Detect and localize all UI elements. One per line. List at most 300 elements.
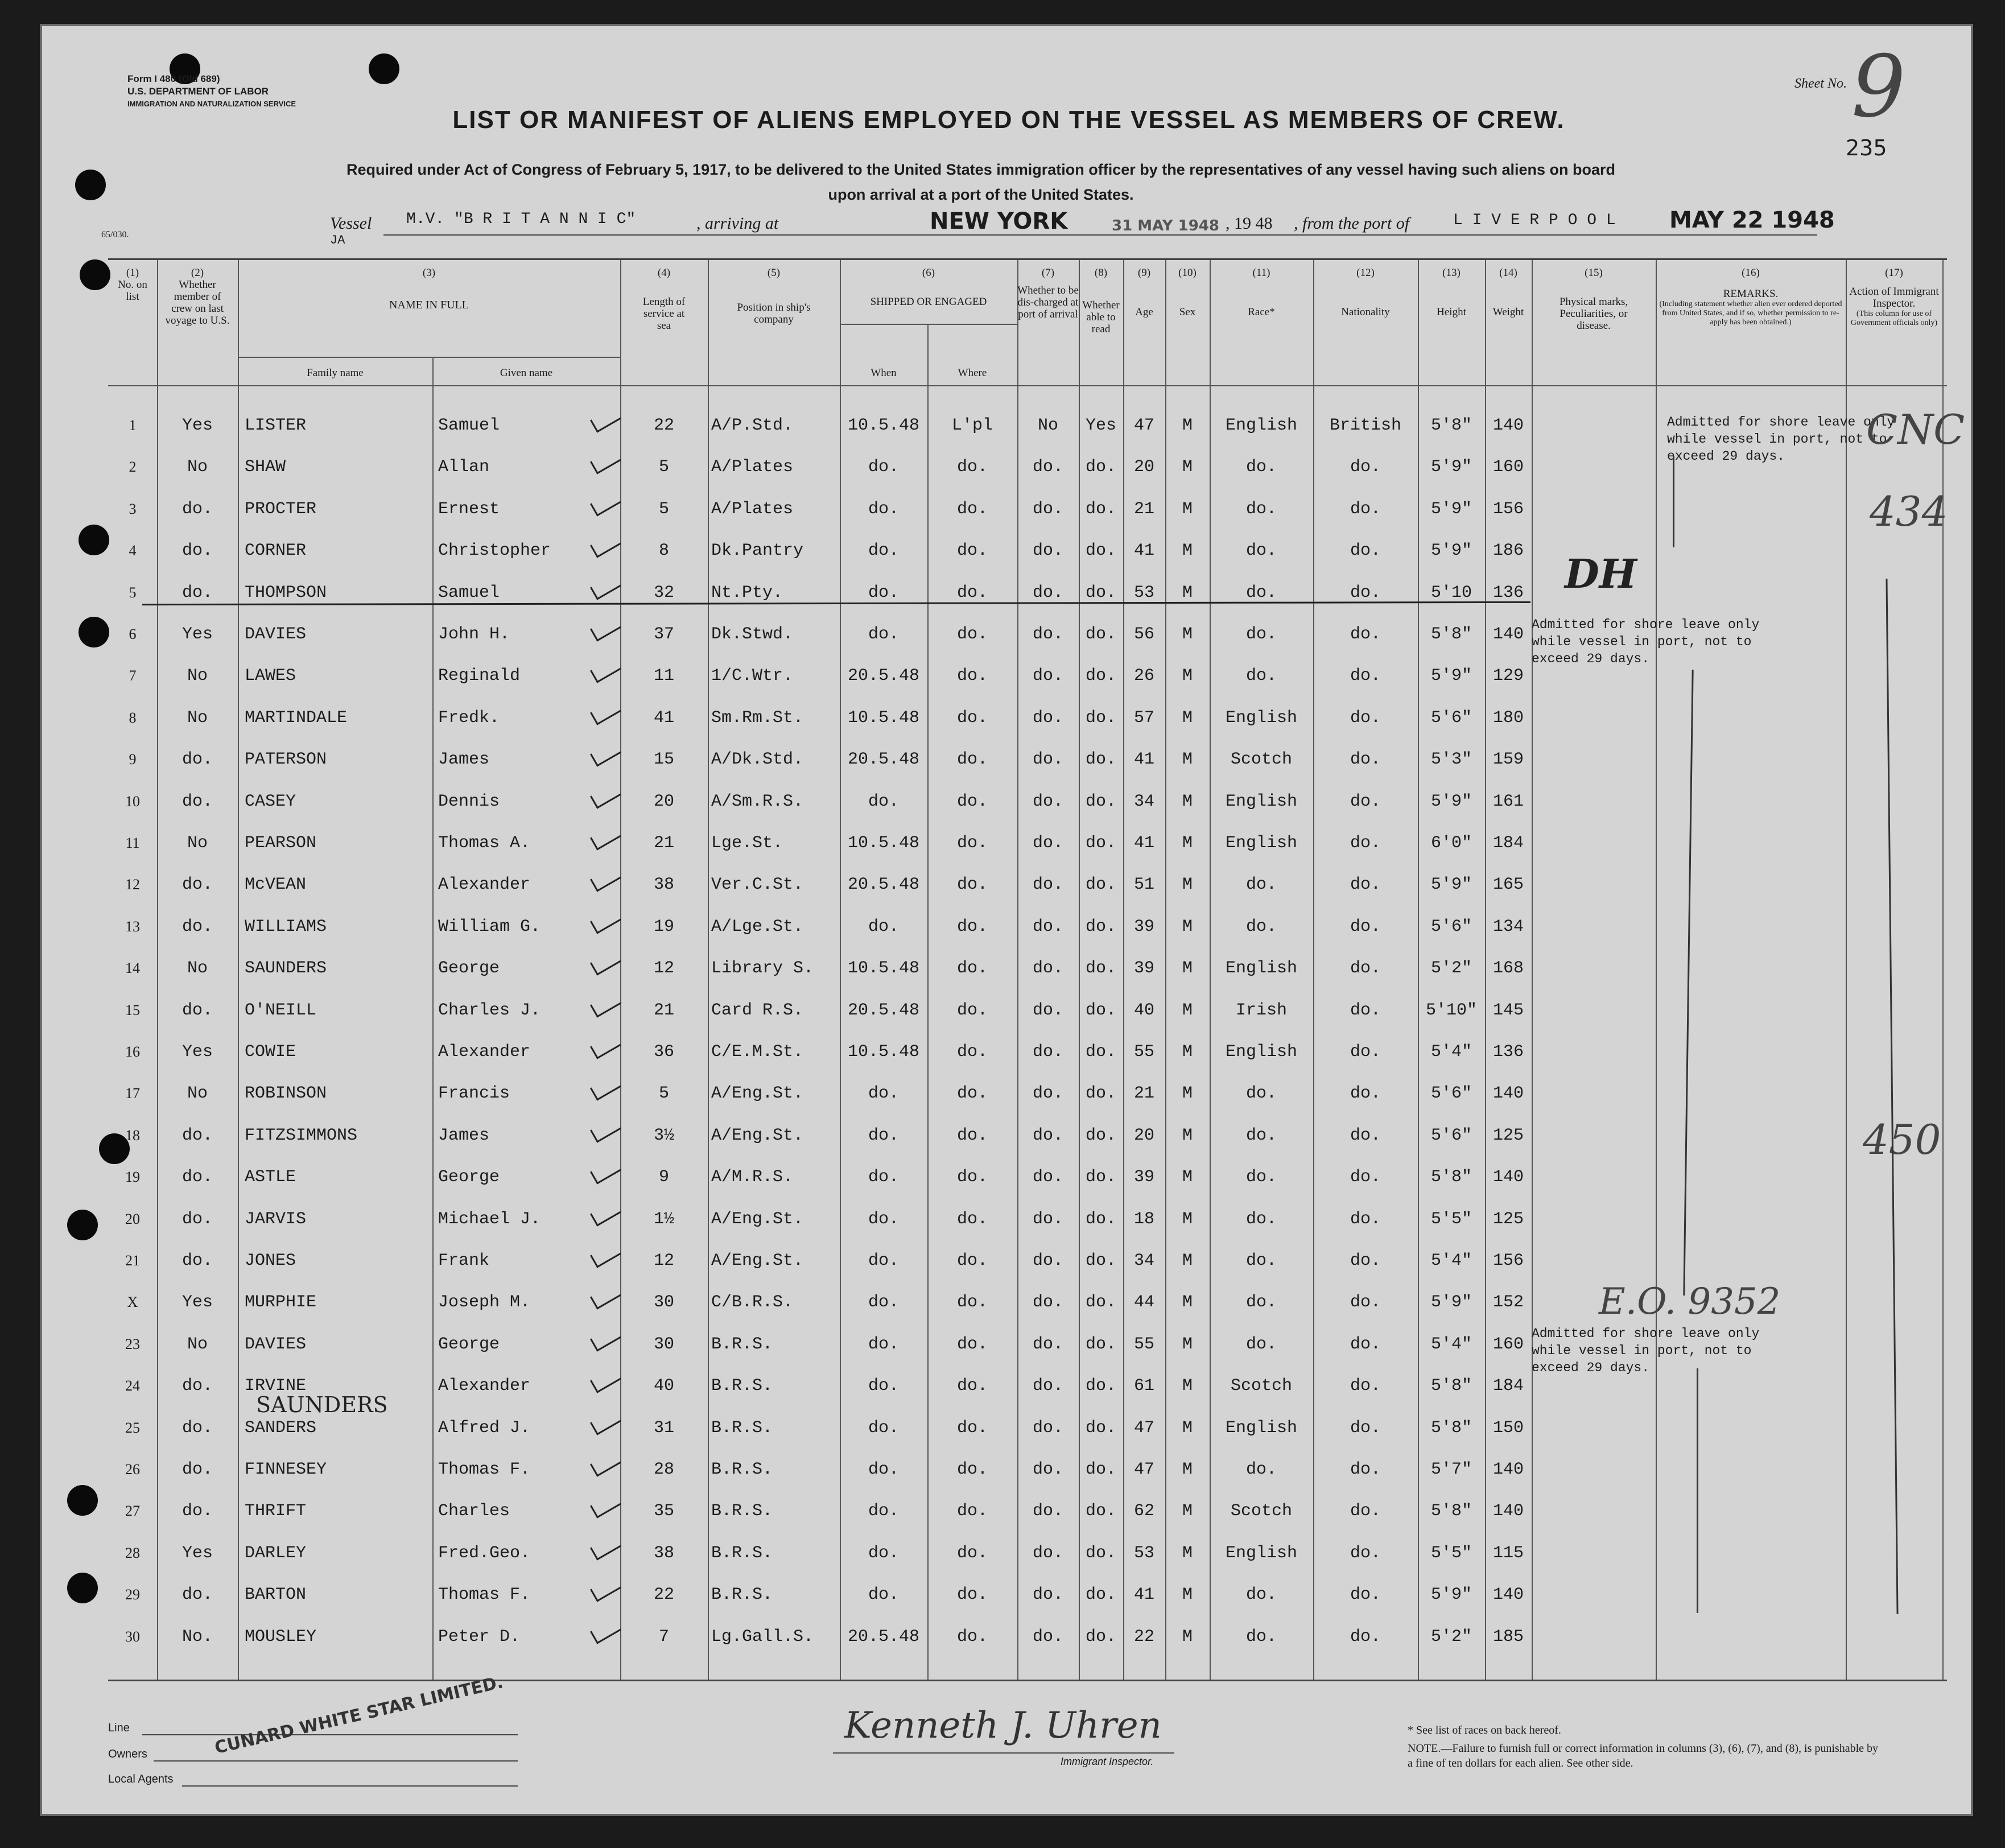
cell-age: 41 xyxy=(1133,541,1154,560)
cell-when: do. xyxy=(868,1460,899,1479)
cell-height: 5'8" xyxy=(1430,625,1472,644)
cell-when: 20.5.48 xyxy=(847,666,920,686)
cell-read: do. xyxy=(1085,1168,1116,1187)
cell-age: 62 xyxy=(1133,1502,1154,1521)
cell-age: 41 xyxy=(1133,1585,1154,1604)
cell-sex: M xyxy=(1182,500,1193,519)
cell-sex: M xyxy=(1182,708,1193,728)
cell-when: do. xyxy=(868,541,899,560)
cell-disch: do. xyxy=(1032,1042,1063,1062)
cell-prev: do. xyxy=(181,792,213,811)
cell-position: Nt.Pty. xyxy=(711,583,783,603)
cell-sex: M xyxy=(1182,457,1193,477)
cell-service: 41 xyxy=(653,708,674,728)
cell-nat: do. xyxy=(1350,457,1381,477)
cell-read: do. xyxy=(1085,457,1116,477)
cell-height: 6'0" xyxy=(1430,834,1472,853)
cell-no: 11 xyxy=(125,835,140,851)
cell-disch: do. xyxy=(1032,1502,1063,1521)
cell-nat: do. xyxy=(1350,875,1381,894)
cell-sex: M xyxy=(1182,1293,1193,1312)
cell-where: do. xyxy=(956,1502,988,1521)
cell-when: 10.5.48 xyxy=(847,959,920,978)
punch-hole xyxy=(67,1573,98,1603)
cell-sex: M xyxy=(1182,1251,1193,1270)
cell-no: 18 xyxy=(125,1127,140,1144)
cell-service: 37 xyxy=(653,625,674,644)
cell-height: 5'9" xyxy=(1430,1585,1472,1604)
cell-when: do. xyxy=(868,1168,899,1187)
cell-race: Scotch xyxy=(1230,1502,1293,1521)
cell-family: O'NEILL xyxy=(245,1001,317,1020)
cell-family: DAVIES xyxy=(245,1335,307,1354)
cell-position: Ver.C.St. xyxy=(711,875,804,894)
cell-disch: do. xyxy=(1032,457,1063,477)
cell-no: 24 xyxy=(125,1377,140,1394)
remark-block-2: Admitted for shore leave only while vessel in port, not to exceed 29 days. xyxy=(1532,617,1760,666)
cell-nat: do. xyxy=(1350,1418,1381,1438)
cell-disch: No xyxy=(1037,416,1058,435)
cell-race: do. xyxy=(1245,1627,1277,1647)
handwritten-remark: E.O. 9352 xyxy=(1599,1281,1781,1323)
cell-given: James xyxy=(438,750,490,769)
punch-hole xyxy=(67,1485,98,1516)
form-line-1: Form I 480 (Old 689) xyxy=(127,73,220,84)
cell-race: do. xyxy=(1245,875,1277,894)
cell-disch: do. xyxy=(1032,1627,1063,1647)
cell-when: do. xyxy=(868,792,899,811)
cell-when: do. xyxy=(868,457,899,477)
cell-read: do. xyxy=(1085,834,1116,853)
cell-service: 38 xyxy=(653,875,674,894)
cell-where: do. xyxy=(956,1335,988,1354)
cell-position: Card R.S. xyxy=(711,1001,804,1020)
cell-sex: M xyxy=(1182,1544,1193,1563)
cell-height: 5'7" xyxy=(1430,1460,1472,1479)
stamp-number: 235 xyxy=(1846,135,1887,160)
cell-position: A/Eng.St. xyxy=(711,1251,804,1270)
cell-when: do. xyxy=(868,1335,899,1354)
cell-given: Alfred J. xyxy=(438,1418,531,1438)
cell-disch: do. xyxy=(1032,500,1063,519)
cell-sex: M xyxy=(1182,1001,1193,1020)
vessel-name: M.V. "B R I T A N N I C" xyxy=(406,211,636,228)
cell-service: 35 xyxy=(653,1502,674,1521)
cell-no: 3 xyxy=(129,501,137,517)
cell-disch: do. xyxy=(1032,1168,1063,1187)
cell-nat: do. xyxy=(1350,1335,1381,1354)
cell-read: do. xyxy=(1085,1544,1116,1563)
cell-prev: No xyxy=(187,457,208,477)
arriving-port: NEW YORK xyxy=(930,208,1068,234)
cell-prev: do. xyxy=(181,1210,213,1229)
cell-when: do. xyxy=(868,1084,899,1103)
cell-race: Scotch xyxy=(1230,1376,1293,1396)
agents-field xyxy=(182,1785,518,1787)
cell-race: English xyxy=(1225,1418,1298,1438)
cell-height: 5'4" xyxy=(1430,1042,1472,1062)
cell-when: do. xyxy=(868,1376,899,1396)
cell-where: do. xyxy=(956,1251,988,1270)
cell-no: 5 xyxy=(129,584,137,601)
cell-no: 17 xyxy=(125,1085,140,1102)
col1-header: (1) No. on list xyxy=(118,267,147,303)
cell-read: do. xyxy=(1085,541,1116,560)
footnote-penalty: NOTE.—Failure to furnish full or correct information in columns (3), (6), (7), and (8), is punishable by a fine of ten dollars for each alien. See other side. xyxy=(1408,1742,1879,1769)
cell-no: 25 xyxy=(125,1420,140,1436)
cell-sex: M xyxy=(1182,583,1193,603)
form-line-2: U.S. DEPARTMENT OF LABOR xyxy=(127,86,269,97)
cell-when: do. xyxy=(868,1210,899,1229)
cell-read: do. xyxy=(1085,1627,1116,1647)
page-subtitle xyxy=(213,157,1749,207)
ink-stroke xyxy=(1886,579,1898,1614)
cell-when: 10.5.48 xyxy=(847,708,920,728)
cell-service: 19 xyxy=(653,917,674,937)
cell-sex: M xyxy=(1182,1335,1193,1354)
cell-service: 28 xyxy=(653,1460,674,1479)
cell-where: do. xyxy=(956,1001,988,1020)
cell-given: Alexander xyxy=(438,1376,531,1396)
cell-no: 15 xyxy=(125,1002,140,1018)
cell-position: A/Plates xyxy=(711,500,794,519)
cell-read: do. xyxy=(1085,959,1116,978)
owners-field xyxy=(154,1760,518,1762)
cell-race: do. xyxy=(1245,625,1277,644)
cell-family: MOUSLEY xyxy=(245,1627,317,1647)
cell-disch: do. xyxy=(1032,1335,1063,1354)
cell-prev: No xyxy=(187,666,208,686)
cell-prev: Yes xyxy=(181,1293,213,1312)
cell-height: 5'6" xyxy=(1430,917,1472,937)
cell-no: 2 xyxy=(129,459,137,475)
cell-where: do. xyxy=(956,625,988,644)
cell-height: 5'9" xyxy=(1430,541,1472,560)
cell-race: do. xyxy=(1245,1293,1277,1312)
cell-given: Peter D. xyxy=(438,1627,521,1647)
ink-stroke xyxy=(1697,1368,1698,1613)
cell-read: do. xyxy=(1085,583,1116,603)
from-label: , from the port of xyxy=(1294,214,1410,233)
cell-position: C/E.M.St. xyxy=(711,1042,804,1062)
cell-family: PROCTER xyxy=(245,500,317,519)
cell-sex: M xyxy=(1182,1418,1193,1438)
cell-nat: do. xyxy=(1350,1376,1381,1396)
cell-family: PATERSON xyxy=(245,750,327,769)
col15-header: (15) Physical marks, Peculiarities, or disease. xyxy=(1559,267,1628,332)
cell-service: 21 xyxy=(653,1001,674,1020)
cell-disch: do. xyxy=(1032,1376,1063,1396)
cell-race: English xyxy=(1225,1042,1298,1062)
cell-given: James xyxy=(438,1126,490,1145)
cell-given: Alexander xyxy=(438,875,531,894)
vessel-underline xyxy=(383,234,1817,236)
cell-weight: 136 xyxy=(1492,1042,1524,1062)
remark-block-3: Admitted for shore leave only while vessel in port, not to exceed 29 days. xyxy=(1532,1326,1760,1375)
cell-read: do. xyxy=(1085,1293,1116,1312)
cell-prev: do. xyxy=(181,541,213,560)
file-ref: 65/030. xyxy=(101,230,129,240)
cell-nat: do. xyxy=(1350,1627,1381,1647)
cell-family: BARTON xyxy=(245,1585,307,1604)
cell-disch: do. xyxy=(1032,541,1063,560)
cell-when: do. xyxy=(868,1585,899,1604)
cell-position: Dk.Pantry xyxy=(711,541,804,560)
cell-family: PEARSON xyxy=(245,834,317,853)
cell-prev: do. xyxy=(181,1376,213,1396)
cell-position: A/M.R.S. xyxy=(711,1168,794,1187)
cell-when: do. xyxy=(868,917,899,937)
cell-where: do. xyxy=(956,1460,988,1479)
cell-read: do. xyxy=(1085,1502,1116,1521)
cell-read: do. xyxy=(1085,625,1116,644)
cell-nat: do. xyxy=(1350,1084,1381,1103)
cell-given: Reginald xyxy=(438,666,521,686)
cell-sex: M xyxy=(1182,1502,1193,1521)
col9-header: (9) Age xyxy=(1135,267,1153,318)
cell-race: do. xyxy=(1245,1460,1277,1479)
cell-prev: do. xyxy=(181,583,213,603)
cell-height: 5'3" xyxy=(1430,750,1472,769)
col3-header: (3) NAME IN FULL xyxy=(389,267,469,311)
cell-no: 8 xyxy=(129,710,137,726)
cell-no: 14 xyxy=(125,960,140,976)
cell-given: George xyxy=(438,1168,500,1187)
cell-height: 5'4" xyxy=(1430,1335,1472,1354)
cell-where: do. xyxy=(956,1168,988,1187)
cell-disch: do. xyxy=(1032,666,1063,686)
cell-read: do. xyxy=(1085,1376,1116,1396)
cell-no: X xyxy=(127,1294,138,1310)
cell-no: 16 xyxy=(125,1043,140,1060)
cell-service: 12 xyxy=(653,1251,674,1270)
cell-position: Lge.St. xyxy=(711,834,783,853)
cell-when: 10.5.48 xyxy=(847,416,920,435)
cell-nat: do. xyxy=(1350,834,1381,853)
cell-prev: do. xyxy=(181,500,213,519)
cell-family: DARLEY xyxy=(245,1544,307,1563)
cell-when: do. xyxy=(868,583,899,603)
cell-sex: M xyxy=(1182,1168,1193,1187)
cell-sex: M xyxy=(1182,1126,1193,1145)
cell-height: 5'8" xyxy=(1430,1502,1472,1521)
cell-nat: do. xyxy=(1350,917,1381,937)
cell-when: 20.5.48 xyxy=(847,1627,920,1647)
year-text: , 19 48 xyxy=(1226,214,1273,233)
cell-family: FITZSIMMONS xyxy=(245,1126,358,1145)
cell-given: Thomas F. xyxy=(438,1585,531,1604)
crew-table xyxy=(108,258,1965,1681)
cell-sex: M xyxy=(1182,1627,1193,1647)
cell-family: IRVINE xyxy=(245,1376,307,1396)
cell-nat: do. xyxy=(1350,1210,1381,1229)
cell-weight: 180 xyxy=(1492,708,1524,728)
cell-position: C/B.R.S. xyxy=(711,1293,794,1312)
cell-given: Thomas A. xyxy=(438,834,531,853)
cell-position: A/Plates xyxy=(711,457,794,477)
cell-read: do. xyxy=(1085,1418,1116,1438)
cell-given: Charles J. xyxy=(438,1001,541,1020)
punch-hole xyxy=(369,53,399,84)
cell-given: George xyxy=(438,959,500,978)
cell-given: Samuel xyxy=(438,583,500,603)
cell-position: B.R.S. xyxy=(711,1585,773,1604)
cell-height: 5'9" xyxy=(1430,500,1472,519)
cell-race: do. xyxy=(1245,917,1277,937)
cell-nat: do. xyxy=(1350,750,1381,769)
cell-position: A/Sm.R.S. xyxy=(711,792,804,811)
cell-age: 21 xyxy=(1133,1084,1154,1103)
cell-prev: do. xyxy=(181,750,213,769)
cell-height: 5'8" xyxy=(1430,1418,1472,1438)
punch-hole xyxy=(79,525,109,555)
cell-nat: do. xyxy=(1350,1585,1381,1604)
cell-disch: do. xyxy=(1032,1293,1063,1312)
cell-nat: do. xyxy=(1350,1042,1381,1062)
cell-prev: No xyxy=(187,1084,208,1103)
cell-service: 12 xyxy=(653,959,674,978)
ink-stroke xyxy=(1683,670,1693,1296)
agent-stamp: CUNARD WHITE STAR LIMITED. xyxy=(213,1672,505,1759)
cell-no: 6 xyxy=(129,626,137,642)
cell-read: Yes xyxy=(1085,416,1116,435)
cell-height: 5'10 xyxy=(1430,583,1472,603)
punch-hole xyxy=(75,170,106,200)
cell-prev: Yes xyxy=(181,1042,213,1062)
cell-given: Dennis xyxy=(438,792,500,811)
departure-stamp: MAY 22 1948 xyxy=(1669,207,1835,233)
cell-age: 44 xyxy=(1133,1293,1154,1312)
cell-service: 40 xyxy=(653,1376,674,1396)
arriving-date-stamp: 31 MAY 1948 xyxy=(1112,217,1219,234)
cell-sex: M xyxy=(1182,917,1193,937)
cell-race: do. xyxy=(1245,1126,1277,1145)
cell-read: do. xyxy=(1085,792,1116,811)
cell-read: do. xyxy=(1085,750,1116,769)
col13-header: (13) Height xyxy=(1437,267,1466,318)
cell-weight: 140 xyxy=(1492,1084,1524,1103)
cell-prev: do. xyxy=(181,1126,213,1145)
cell-given: John H. xyxy=(438,625,510,644)
cell-age: 41 xyxy=(1133,834,1154,853)
cell-family: ASTLE xyxy=(245,1168,296,1187)
cell-read: do. xyxy=(1085,666,1116,686)
cell-where: do. xyxy=(956,1376,988,1396)
cell-prev: No xyxy=(187,959,208,978)
cell-height: 5'9" xyxy=(1430,1293,1472,1312)
cell-age: 21 xyxy=(1133,500,1154,519)
cell-weight: 161 xyxy=(1492,792,1524,811)
cell-sex: M xyxy=(1182,625,1193,644)
cell-weight: 186 xyxy=(1492,541,1524,560)
cell-sex: M xyxy=(1182,750,1193,769)
cell-where: do. xyxy=(956,541,988,560)
cell-where: do. xyxy=(956,1418,988,1438)
cell-service: 36 xyxy=(653,1042,674,1062)
initials-mark: DH xyxy=(1565,550,1637,597)
cell-position: A/Eng.St. xyxy=(711,1210,804,1229)
cell-weight: 115 xyxy=(1492,1544,1524,1563)
cell-family: McVEAN xyxy=(245,875,307,894)
owners-label: Owners xyxy=(108,1748,147,1760)
cell-disch: do. xyxy=(1032,750,1063,769)
cell-weight: 140 xyxy=(1492,625,1524,644)
cell-age: 34 xyxy=(1133,1251,1154,1270)
cell-disch: do. xyxy=(1032,583,1063,603)
col3-given-header: Given name xyxy=(500,367,553,379)
subtitle-line-1: Required under Act of Congress of February 5, 1917, to be delivered to the United States immigration officer by the representatives of any vessel having such aliens on board xyxy=(346,161,1616,178)
cell-service: 22 xyxy=(653,1585,674,1604)
cell-disch: do. xyxy=(1032,625,1063,644)
cell-where: do. xyxy=(956,1293,988,1312)
cell-read: do. xyxy=(1085,917,1116,937)
cell-sex: M xyxy=(1182,792,1193,811)
cell-height: 5'8" xyxy=(1430,1376,1472,1396)
cell-where: do. xyxy=(956,1126,988,1145)
cell-family: CASEY xyxy=(245,792,296,811)
cell-age: 57 xyxy=(1133,708,1154,728)
cell-read: do. xyxy=(1085,1084,1116,1103)
cell-position: B.R.S. xyxy=(711,1335,773,1354)
cell-when: do. xyxy=(868,1126,899,1145)
remark-block-1: Admitted for shore leave only while vessel in port, not to exceed 29 days. xyxy=(1667,415,1895,464)
cell-where: do. xyxy=(956,457,988,477)
cell-nat: do. xyxy=(1350,1460,1381,1479)
cell-where: do. xyxy=(956,1627,988,1647)
cell-position: Sm.Rm.St. xyxy=(711,708,804,728)
cell-family: JARVIS xyxy=(245,1210,307,1229)
cell-no: 13 xyxy=(125,918,140,935)
cell-no: 12 xyxy=(125,876,140,893)
cell-no: 23 xyxy=(125,1336,140,1352)
cell-race: do. xyxy=(1245,666,1277,686)
cell-where: do. xyxy=(956,1585,988,1604)
cell-given: Christopher xyxy=(438,541,551,560)
cell-position: B.R.S. xyxy=(711,1460,773,1479)
cell-family: SHAW xyxy=(245,457,286,477)
col3-family-header: Family name xyxy=(307,367,364,379)
cell-age: 53 xyxy=(1133,1544,1154,1563)
col4-header: (4) Length of service at sea xyxy=(642,267,686,332)
cell-weight: 140 xyxy=(1492,416,1524,435)
cell-height: 5'6" xyxy=(1430,708,1472,728)
cell-where: do. xyxy=(956,792,988,811)
cell-age: 56 xyxy=(1133,625,1154,644)
cell-height: 5'9" xyxy=(1430,875,1472,894)
cell-prev: No xyxy=(187,708,208,728)
cell-service: 3½ xyxy=(653,1126,674,1145)
cell-given: Joseph M. xyxy=(438,1293,531,1312)
cell-sex: M xyxy=(1182,1042,1193,1062)
vessel-label: Vessel xyxy=(330,214,372,233)
cell-position: B.R.S. xyxy=(711,1544,773,1563)
cell-given: Frank xyxy=(438,1251,490,1270)
cell-prev: No. xyxy=(181,1627,213,1647)
cell-race: do. xyxy=(1245,1585,1277,1604)
cell-no: 30 xyxy=(125,1628,140,1645)
cell-family: MURPHIE xyxy=(245,1293,317,1312)
col14-header: (14) Weight xyxy=(1492,267,1524,318)
cell-given: William G. xyxy=(438,917,541,937)
cell-race: English xyxy=(1225,708,1298,728)
cell-family: SAUNDERS xyxy=(245,959,327,978)
cell-family: DAVIES xyxy=(245,625,307,644)
cell-sex: M xyxy=(1182,666,1193,686)
cell-read: do. xyxy=(1085,1335,1116,1354)
agents-label: Local Agents xyxy=(108,1773,174,1785)
cell-service: 11 xyxy=(653,666,674,686)
cell-weight: 168 xyxy=(1492,959,1524,978)
